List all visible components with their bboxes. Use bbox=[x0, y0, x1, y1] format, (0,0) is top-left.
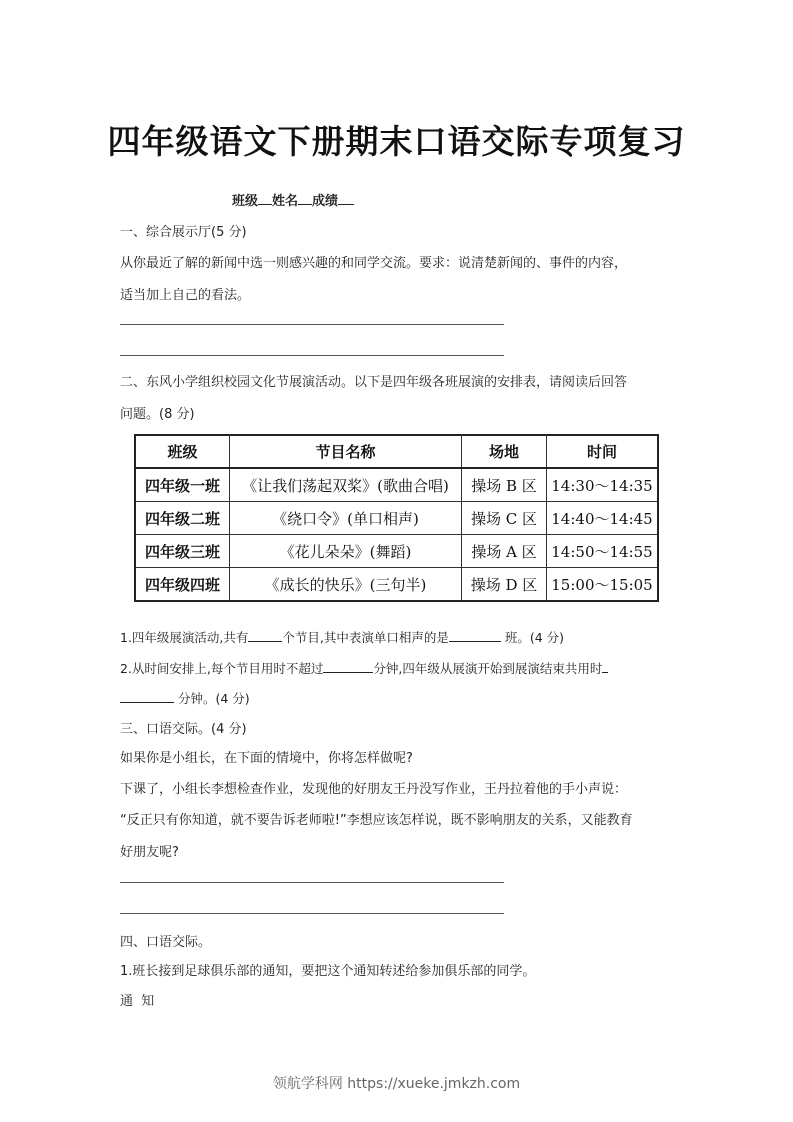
section1-body-line2: 适当加上自己的看法。 bbox=[120, 288, 251, 303]
table-cell: 15:00～15:05 bbox=[547, 568, 659, 602]
answer-line[interactable] bbox=[120, 913, 504, 914]
section3-line4: 好朋友呢? bbox=[120, 845, 179, 860]
table-row bbox=[135, 502, 658, 535]
table-cell: 操场 A 区 bbox=[462, 535, 547, 568]
notice-title: 通 知 bbox=[120, 994, 155, 1009]
section1-heading: 一、综合展示厅(5 分) bbox=[120, 225, 247, 240]
table-header-row bbox=[135, 435, 658, 468]
answer-line[interactable] bbox=[120, 355, 504, 356]
question-1-blank-class[interactable] bbox=[449, 629, 501, 642]
question-1-blank-count[interactable] bbox=[248, 629, 282, 642]
section3-line3: “反正只有你知道，就不要告诉老师啦!”李想应该怎样说，既不影响朋友的关系，又能教育 bbox=[120, 813, 633, 828]
table-cell: 《让我们荡起双桨》(歌曲合唱) bbox=[230, 468, 462, 502]
question-2-continued bbox=[120, 689, 250, 707]
question-2-blank-total[interactable] bbox=[120, 690, 174, 703]
section1-body-line1: 从你最近了解的新闻中选一则感兴趣的和同学交流。要求：说清楚新闻的、事件的内容， bbox=[120, 256, 628, 271]
answer-line[interactable] bbox=[120, 882, 504, 883]
table-cell: 《成长的快乐》(三句半) bbox=[230, 568, 462, 602]
section3-heading: 三、口语交际。(4 分) bbox=[120, 722, 247, 737]
section4-line1: 1.班长接到足球俱乐部的通知，要把这个通知转述给参加俱乐部的同学。 bbox=[120, 964, 536, 979]
section2-heading-line1: 二、东风小学组织校园文化节展演活动。以下是四年级各班展演的安排表，请阅读后回答 bbox=[120, 375, 628, 390]
answer-line[interactable] bbox=[120, 324, 504, 325]
question-2-blank-minutes[interactable] bbox=[323, 660, 373, 673]
table-cell: 四年级四班 bbox=[135, 568, 230, 602]
score-blank[interactable] bbox=[338, 191, 354, 205]
table-cell: 四年级三班 bbox=[135, 535, 230, 568]
page-title: 四年级语文下册期末口语交际专项复习 bbox=[107, 122, 686, 161]
question-1-text: 个节目,其中表演单口相声的是 bbox=[282, 630, 449, 645]
question-2 bbox=[120, 659, 608, 677]
question-2-blank-tail[interactable] bbox=[602, 660, 608, 673]
table-header-cell: 节目名称 bbox=[230, 435, 462, 468]
table-cell: 14:30～14:35 bbox=[547, 468, 659, 502]
table-header-cell: 班级 bbox=[135, 435, 230, 468]
table-row bbox=[135, 568, 658, 602]
table-cell: 14:50～14:55 bbox=[547, 535, 659, 568]
section2-heading-line2: 问题。(8 分) bbox=[120, 407, 195, 422]
name-blank[interactable] bbox=[298, 191, 312, 205]
student-info-line bbox=[232, 190, 354, 209]
table-cell: 14:40～14:45 bbox=[547, 502, 659, 535]
table-header-cell: 场地 bbox=[462, 435, 547, 468]
question-1 bbox=[120, 628, 564, 646]
section3-line2: 下课了，小组长李想检查作业，发现他的好朋友王丹没写作业，王丹拉着他的手小声说： bbox=[120, 782, 628, 797]
footer-watermark: 领航学科网 https://xueke.jmkzh.com bbox=[272, 1076, 521, 1092]
question-2-text: 2.从时间安排上,每个节目用时不超过 bbox=[120, 661, 324, 676]
table-header-cell: 时间 bbox=[547, 435, 659, 468]
table-row bbox=[135, 468, 658, 502]
table-cell: 《花儿朵朵》(舞蹈) bbox=[230, 535, 462, 568]
question-2-text: 分钟。(4 分) bbox=[177, 691, 250, 706]
table-cell: 四年级一班 bbox=[135, 468, 230, 502]
table-cell: 操场 B 区 bbox=[462, 468, 547, 502]
table-cell: 操场 C 区 bbox=[462, 502, 547, 535]
table-cell: 操场 D 区 bbox=[462, 568, 547, 602]
question-1-text: 1.四年级展演活动,共有 bbox=[120, 630, 249, 645]
section4-heading: 四、口语交际。 bbox=[120, 935, 212, 950]
class-label: 班级 bbox=[232, 194, 259, 209]
class-blank[interactable] bbox=[258, 191, 272, 205]
question-2-text: 分钟,四年级从展演开始到展演结束共用时 bbox=[373, 661, 603, 676]
table-row bbox=[135, 535, 658, 568]
score-label: 成绩 bbox=[312, 194, 339, 209]
schedule-table bbox=[134, 434, 659, 602]
section3-line1: 如果你是小组长，在下面的情境中，你将怎样做呢? bbox=[120, 751, 413, 766]
question-1-text: 班。(4 分) bbox=[504, 630, 565, 645]
table-cell: 《绕口令》(单口相声) bbox=[230, 502, 462, 535]
table-cell: 四年级二班 bbox=[135, 502, 230, 535]
name-label: 姓名 bbox=[272, 194, 299, 209]
